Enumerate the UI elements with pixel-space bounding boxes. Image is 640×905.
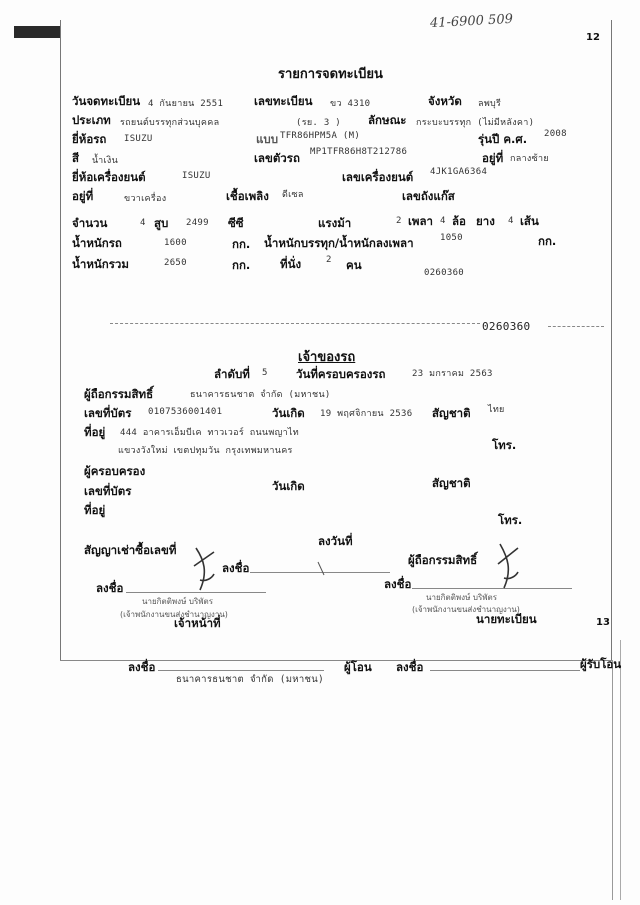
officer-name-right: นายกิตติพงษ์ บริพัตร xyxy=(426,593,498,602)
load-value: 1050 xyxy=(440,233,463,243)
cc-label: ซีซี xyxy=(228,216,244,230)
weight-value: 1600 xyxy=(164,238,187,248)
type-label: ประเภท xyxy=(72,113,111,127)
sign-label-left: ลงชื่อ xyxy=(96,581,124,595)
chassis-location-label: อยู่ที่ xyxy=(482,151,504,165)
id-card-value: 0107536001401 xyxy=(148,407,223,417)
engine-brand-label: ยี่ห้อเครื่องยนต์ xyxy=(72,170,146,184)
receiver-label: ผู้รับโอน xyxy=(580,657,622,671)
birth-date-label: วันเกิด xyxy=(272,406,305,420)
footer-sign-label: ลงชื่อ xyxy=(128,660,156,674)
seats-value: 2 xyxy=(326,255,332,265)
tire-label: ยาง xyxy=(476,214,495,228)
holder-value: ธนาคารธนชาต จำกัด (มหาชน) xyxy=(190,390,331,400)
engine-location-value: ขวาเครื่อง xyxy=(124,194,167,204)
hire-date-label: ลงวันที่ xyxy=(318,534,353,548)
brand-label: ยี่ห้อรถ xyxy=(72,132,107,146)
reg-date-value: 4 กันยายน 2551 xyxy=(148,99,224,109)
province-value: ลพบุรี xyxy=(478,99,502,109)
officer-position-right: (เจ้าพนักงานขนส่งชำนาญงาน) xyxy=(412,605,520,614)
character-label: ลักษณะ xyxy=(368,113,407,127)
total-weight-label: น้ำหนักรวม xyxy=(72,257,129,271)
engine-number-value: 4JK1GA6364 xyxy=(430,167,488,177)
shaft-label: เพลา xyxy=(408,214,434,228)
officer-role-right: นายทะเบียน xyxy=(476,612,537,626)
brand-value: ISUZU xyxy=(124,134,153,144)
reg-number-label: เลขทะเบียน xyxy=(254,94,313,108)
officer-name-left: นายกิตติพงษ์ บริพัตร xyxy=(142,597,214,606)
wheel-label: ล้อ xyxy=(452,214,466,228)
wheel-value: 4 xyxy=(440,216,446,226)
engine-number-label: เลขเครื่องยนต์ xyxy=(342,170,414,184)
possession-date-value: 23 มกราคม 2563 xyxy=(412,369,493,379)
gas-tank-label: เลขถังแก๊ส xyxy=(402,189,455,203)
possessor-id-label: เลขที่บัตร xyxy=(84,484,132,498)
cylinder-label: สูบ xyxy=(154,216,169,230)
cylinder-value: 4 xyxy=(140,218,146,228)
signature-scribble-right xyxy=(498,544,518,588)
tire-value: 4 xyxy=(508,216,514,226)
horsepower-label: แรงม้า xyxy=(318,216,352,230)
holder-label: ผู้ถือกรรมสิทธิ์ xyxy=(84,387,154,401)
handwritten-reference: 41-6900 509 xyxy=(429,11,514,32)
rs-value: (รย. 3 ) xyxy=(296,118,342,128)
fuel-value: ดีเซล xyxy=(282,190,304,200)
weight-kg: กก. xyxy=(232,237,251,251)
phone-label: โทร. xyxy=(492,438,517,452)
color-value: น้ำเงิน xyxy=(92,156,119,166)
order-label: ลำดับที่ xyxy=(214,367,250,381)
type-value: รถยนต์บรรทุกส่วนบุคคล xyxy=(120,118,220,128)
reg-number-value: ขว 4310 xyxy=(330,99,371,109)
count-label: จำนวน xyxy=(72,216,108,230)
footer-sign2-label: ลงชื่อ xyxy=(396,660,424,674)
address-line-1: 444 อาคารเอ็มบีเค ทาวเวอร์ ถนนพญาไท xyxy=(120,428,299,438)
possessor-nationality-label: สัญชาติ xyxy=(432,476,471,490)
officer-role-left: เจ้าหน้าที่ xyxy=(174,616,221,630)
birth-date-value: 19 พฤศจิกายน 2536 xyxy=(320,409,413,419)
page-number-top: 12 xyxy=(586,32,600,43)
character-value: กระบะบรรทุก (ไม่มีหลังคา) xyxy=(416,118,535,128)
model-label: แบบ xyxy=(256,132,279,146)
serial-number-small: 0260360 xyxy=(424,268,465,278)
tire-unit: เส้น xyxy=(520,214,539,228)
nationality-label: สัญชาติ xyxy=(432,406,471,420)
seats-label: ที่นั่ง xyxy=(280,257,302,271)
model-value: TFR86HPM5A (M) xyxy=(280,131,361,141)
cc-value: 2499 xyxy=(186,218,209,228)
signature-scribble-left xyxy=(194,548,214,590)
shaft-value: 2 xyxy=(396,216,402,226)
engine-location-label: อยู่ที่ xyxy=(72,189,94,203)
possessor-label: ผู้ครอบครอง xyxy=(84,464,146,478)
total-weight-value: 2650 xyxy=(164,258,187,268)
color-label: สี xyxy=(72,151,80,165)
owner-section-title: เจ้าของรถ xyxy=(298,350,356,365)
engine-brand-value: ISUZU xyxy=(182,171,211,181)
serial-number-large: 0260360 xyxy=(482,320,531,333)
total-weight-kg: กก. xyxy=(232,258,251,272)
sign-label-right: ลงชื่อ xyxy=(384,577,412,591)
load-label: น้ำหนักบรรทุก/น้ำหนักลงเพลา xyxy=(264,236,414,250)
footer-bank-name: ธนาคารธนชาต จำกัด (มหาชน) xyxy=(176,674,325,685)
year-label: รุ่นปี ค.ศ. xyxy=(478,132,528,146)
holder-sign-label: ผู้ถือกรรมสิทธิ์ xyxy=(408,553,478,567)
sign-label-middle: ลงชื่อ xyxy=(222,561,250,575)
possession-date-label: วันที่ครอบครองรถ xyxy=(296,367,386,381)
reg-date-label: วันจดทะเบียน xyxy=(72,94,141,108)
possessor-birth-label: วันเกิด xyxy=(272,479,305,493)
id-card-label: เลขที่บัตร xyxy=(84,406,132,420)
transferor-label: ผู้โอน xyxy=(344,660,372,674)
load-kg: กก. xyxy=(538,234,557,248)
footer-line-receiver xyxy=(430,670,580,671)
fuel-label: เชื้อเพลิง xyxy=(226,189,269,203)
officer-position-left: (เจ้าพนักงานขนส่งชำนาญงาน) xyxy=(120,610,228,619)
address-line-2: แขวงวังใหม่ เขตปทุมวัน กรุงเทพมหานคร xyxy=(118,446,293,456)
hire-purchase-label: สัญญาเช่าซื้อเลขที่ xyxy=(84,543,177,557)
year-value: 2008 xyxy=(544,129,567,139)
document-title: รายการจดทะเบียน xyxy=(278,67,383,82)
possessor-address-label: ที่อยู่ xyxy=(84,503,106,517)
weight-label: น้ำหนักรถ xyxy=(72,236,122,250)
order-value: 5 xyxy=(262,368,268,378)
chassis-value: MP1TFR86H8T212786 xyxy=(310,147,408,157)
seats-unit: คน xyxy=(346,258,362,272)
province-label: จังหวัด xyxy=(428,94,462,108)
nationality-value: ไทย xyxy=(488,405,505,415)
chassis-location-value: กลางซ้าย xyxy=(510,154,549,164)
chassis-label: เลขตัวรถ xyxy=(254,151,300,165)
page-number-bottom: 13 xyxy=(596,617,610,628)
signature-tick-middle xyxy=(318,562,324,575)
footer-line-transferor xyxy=(158,670,324,671)
address-label: ที่อยู่ xyxy=(84,425,106,439)
possessor-phone-label: โทร. xyxy=(498,513,523,527)
